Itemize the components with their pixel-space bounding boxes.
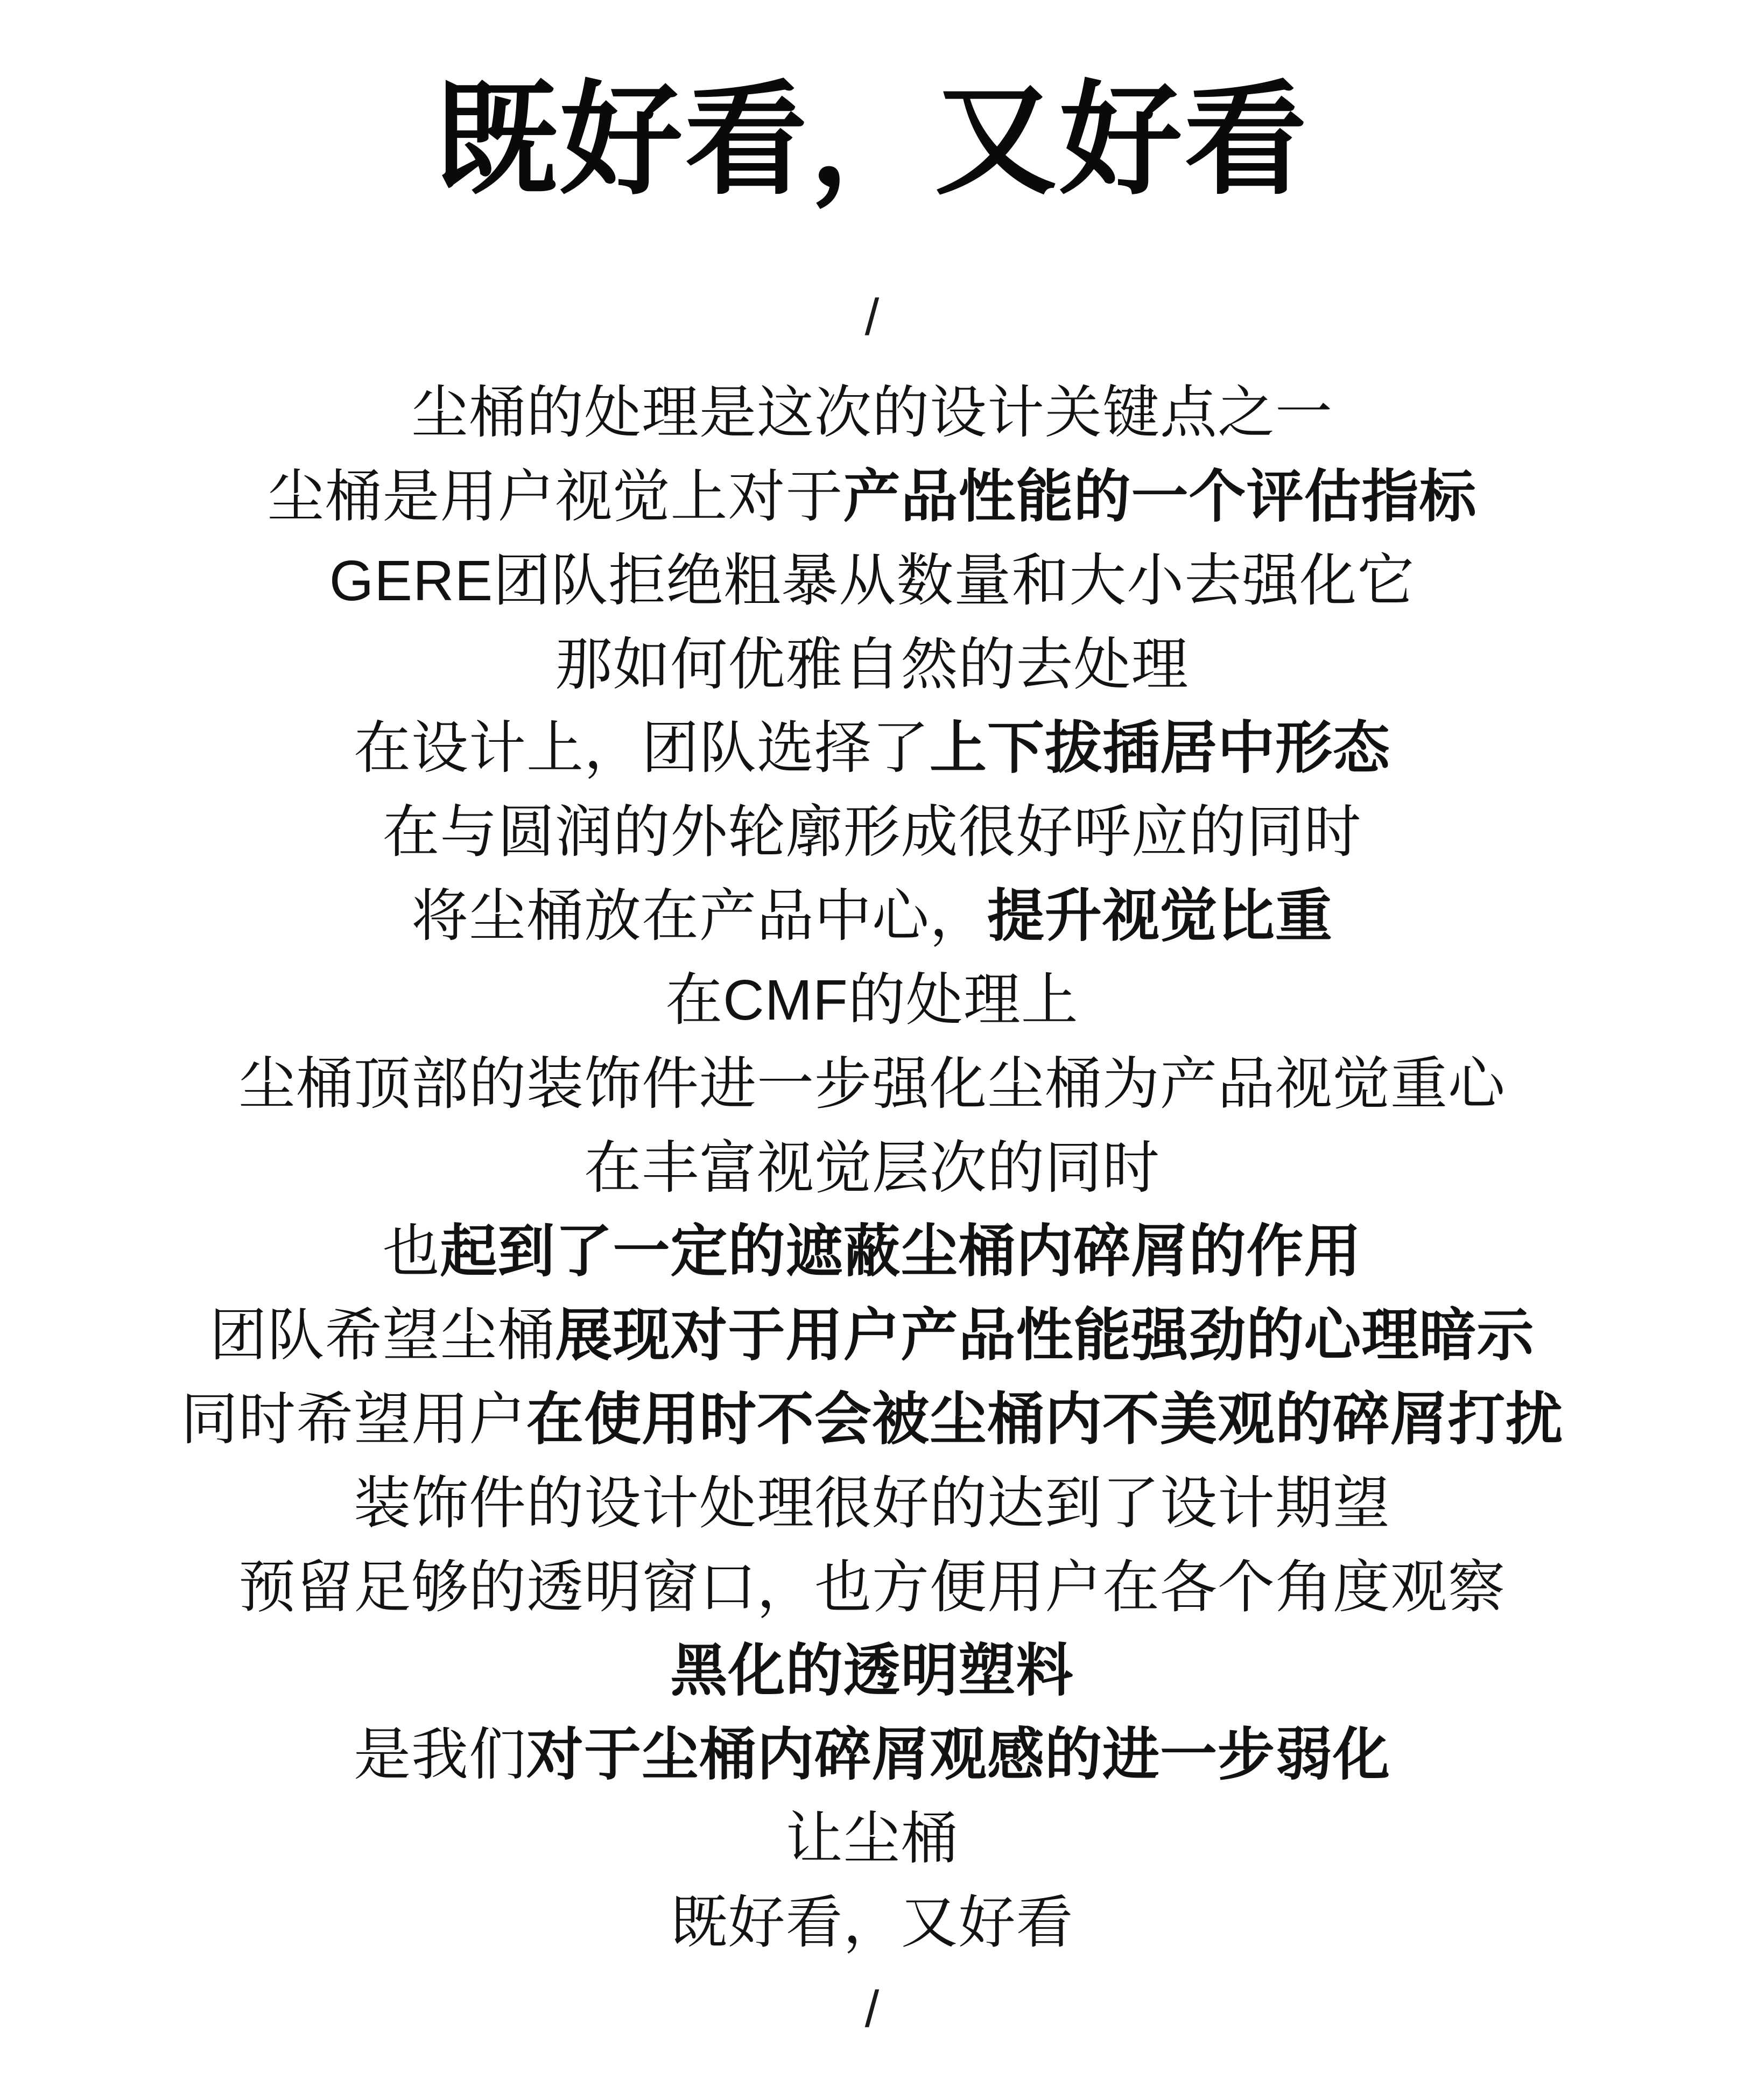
plain-text: 在设计上，团队选择了	[354, 717, 930, 781]
plain-text: 尘桶是用户视觉上对于	[267, 465, 843, 529]
body-line	[411, 371, 1333, 455]
plain-text: 预留足够的透明窗口，也方便用户在各个角度观察	[238, 1555, 1506, 1619]
body-line	[181, 1378, 1563, 1462]
emphasis-text: 黑化的透明塑料	[670, 1639, 1074, 1703]
body-line	[210, 1294, 1535, 1378]
body-line	[329, 539, 1415, 623]
body-line	[354, 1462, 1390, 1546]
page-title: 既好看，又好看	[435, 72, 1309, 209]
plain-text: 同时希望用户	[181, 1387, 526, 1451]
plain-text: 将尘桶放在产品中心，	[411, 884, 987, 949]
body-line	[383, 1210, 1362, 1294]
emphasis-text: 产品性能的一个评估指标	[843, 465, 1477, 529]
plain-text: 装饰件的设计处理很好的达到了设计期望	[354, 1471, 1390, 1535]
body-line	[671, 1881, 1074, 1965]
emphasis-text: 展现对于用户产品性能强劲的心理暗示	[555, 1304, 1535, 1368]
plain-text: 那如何优雅自然的去处理	[555, 633, 1189, 697]
body-line	[354, 1713, 1390, 1797]
body-line	[354, 707, 1390, 791]
plain-text: GERE团队拒绝粗暴从数量和大小去强化它	[329, 549, 1415, 613]
body-line	[238, 1546, 1506, 1630]
emphasis-text: 在使用时不会被尘桶内不美观的碎屑打扰	[526, 1387, 1563, 1451]
emphasis-text: 上下拔插居中形态	[930, 717, 1390, 781]
plain-text: 在与圆润的外轮廓形成很好呼应的同时	[382, 800, 1362, 865]
plain-text: 团队希望尘桶	[209, 1304, 555, 1368]
plain-text: 让尘桶	[785, 1807, 959, 1871]
divider-slash-top: /	[864, 289, 880, 347]
body-line	[665, 959, 1079, 1043]
divider-slash-bottom: /	[864, 1980, 880, 2038]
body-line	[555, 623, 1189, 707]
article-body	[65, 371, 1679, 1965]
body-line	[671, 1630, 1074, 1713]
body-line	[238, 1043, 1506, 1127]
body-line	[268, 455, 1477, 539]
plain-text: 尘桶顶部的装饰件进一步强化尘桶为产品视觉重心	[238, 1052, 1506, 1116]
emphasis-text: 对于尘桶内碎屑观感的进一步弱化	[526, 1723, 1390, 1787]
plain-text: 在丰富视觉层次的同时	[584, 1136, 1160, 1200]
body-line	[411, 875, 1333, 959]
plain-text: 是我们	[354, 1723, 526, 1787]
body-line	[584, 1127, 1160, 1211]
emphasis-text: 起到了一定的遮蔽尘桶内碎屑的作用	[440, 1220, 1362, 1284]
plain-text: 既好看，又好看	[670, 1891, 1074, 1955]
plain-text: 在CMF的处理上	[665, 968, 1079, 1032]
body-line	[383, 791, 1362, 875]
plain-text: 尘桶的处理是这次的设计关键点之一	[411, 381, 1333, 445]
emphasis-text: 提升视觉比重	[987, 884, 1333, 949]
plain-text: 也	[382, 1220, 440, 1284]
body-line	[786, 1797, 959, 1881]
